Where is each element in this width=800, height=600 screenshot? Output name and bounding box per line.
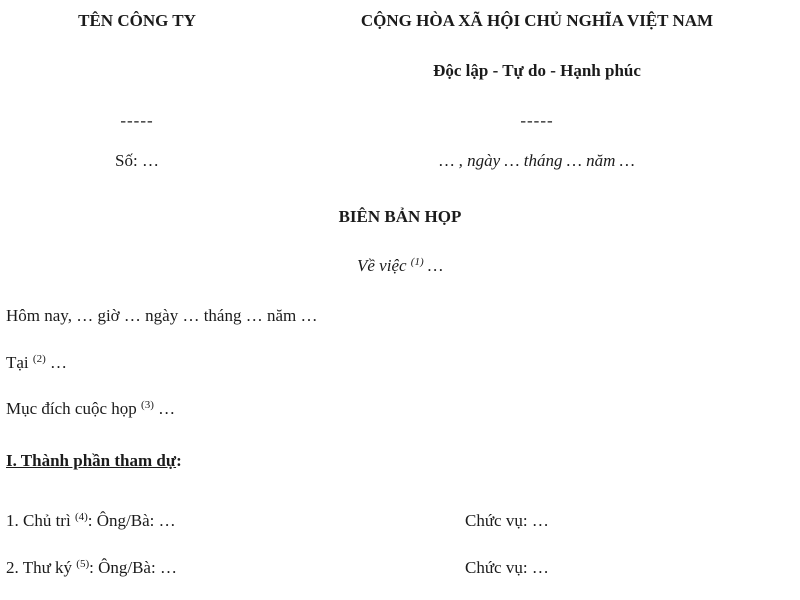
place-prefix: Tại xyxy=(6,353,33,372)
purpose-line xyxy=(6,398,800,420)
secretary-prefix: 2. Thư ký xyxy=(6,558,77,577)
document-body xyxy=(0,305,800,579)
national-title: CỘNG HÒA XÃ HỘI CHỦ NGHĨA VIỆT NAM xyxy=(360,11,714,30)
section-1-heading xyxy=(6,450,800,472)
date-place-line: … , ngày … tháng … năm … xyxy=(439,151,635,170)
company-name-placeholder: TÊN CÔNG TY xyxy=(78,11,196,30)
footnote-ref-1: (1) xyxy=(410,256,424,268)
participant-row-chair xyxy=(6,510,800,532)
document-number-line: Số: … xyxy=(115,151,159,170)
purpose-prefix: Mục đích cuộc họp xyxy=(6,399,142,418)
footnote-ref-3: (3) xyxy=(141,399,154,411)
right-separator-dashes: ----- xyxy=(520,111,554,130)
section-1-heading-text: I. Thành phần tham dự xyxy=(6,451,177,470)
chair-suffix: : Ông/Bà: … xyxy=(87,511,176,530)
subject-prefix: Về việc xyxy=(357,256,411,275)
chair-position-line: Chức vụ: … xyxy=(465,511,549,530)
document-title: BIÊN BẢN HỌP xyxy=(338,207,462,226)
place-suffix: … xyxy=(45,353,67,372)
left-separator-dashes: ----- xyxy=(120,111,154,130)
header-left-spacer xyxy=(0,60,274,110)
place-line xyxy=(6,352,800,374)
document-header xyxy=(0,10,800,190)
chair-prefix: 1. Chủ trì xyxy=(6,511,75,530)
footnote-ref-5: (5) xyxy=(76,558,90,570)
section-1-heading-colon: : xyxy=(176,451,182,470)
subject-suffix: … xyxy=(423,256,443,275)
footnote-ref-4: (4) xyxy=(74,511,88,523)
secretary-suffix: : Ông/Bà: … xyxy=(89,558,177,577)
time-line: Hôm nay, … giờ … ngày … tháng … năm … xyxy=(6,306,318,325)
participant-row-secretary xyxy=(6,557,800,579)
footnote-ref-2: (2) xyxy=(32,353,46,365)
chair-name-line xyxy=(6,510,465,532)
purpose-suffix: … xyxy=(153,399,176,418)
secretary-name-line xyxy=(6,557,465,579)
document-subject-line xyxy=(0,255,800,277)
secretary-position-line: Chức vụ: … xyxy=(465,558,549,577)
national-motto: Độc lập - Tự do - Hạnh phúc xyxy=(433,61,641,80)
